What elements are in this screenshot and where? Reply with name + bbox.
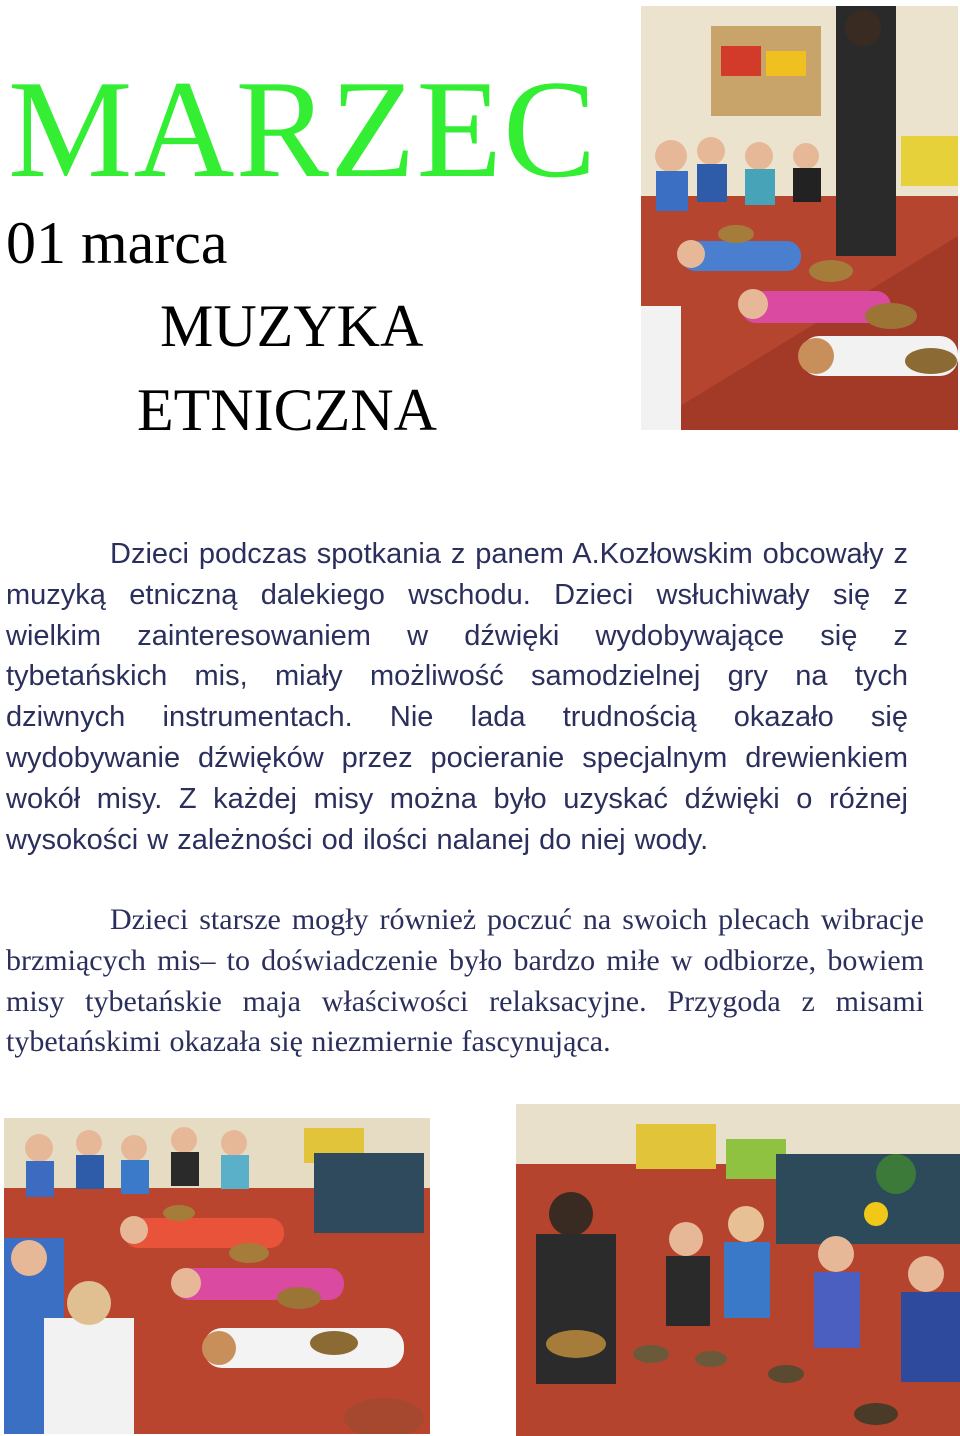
- photo-teacher-with-children: [641, 6, 958, 430]
- photo-children-lying-with-bowls: [4, 1118, 430, 1434]
- event-title-line-2: ETNICZNA: [137, 377, 437, 443]
- event-title-line-1: MUZYKA: [160, 293, 424, 359]
- photo-teacher-kneeling-with-children: [516, 1104, 960, 1436]
- description-paragraph-1: Dzieci podczas spotkania z panem A.Kozłowskim obcowały z muzyką etniczną dalekiego wschodu. Dzieci wsłuchiwały się z wielkim zainteresowaniem w dźwięki wydobywające się z tybetańskich mis, miały możliwość samodzielnej gry na tych dziwnych instrumentach. Nie lada trudnością okazało się wydobywanie dźwięków przez pocieranie specjalnym drewienkiem wokół misy. Z każdej misy można było uzyskać dźwięki o różnej wysokości w zależności od ilości nalanej do niej wody.: [6, 538, 908, 856]
- description-paragraph-2: Dzieci starsze mogły również poczuć na swoich plecach wibracje brzmiących mis– to doświadczenie było bardzo miłe w odbiorze, bowiem misy tybetańskie maja właściwości relaksacyjne. Przygoda z misami tybetańskimi okazała się niezmiernie fascynująca.: [6, 903, 924, 1059]
- page-title: MARZEC: [8, 52, 598, 207]
- event-date: 01 marca: [6, 210, 228, 276]
